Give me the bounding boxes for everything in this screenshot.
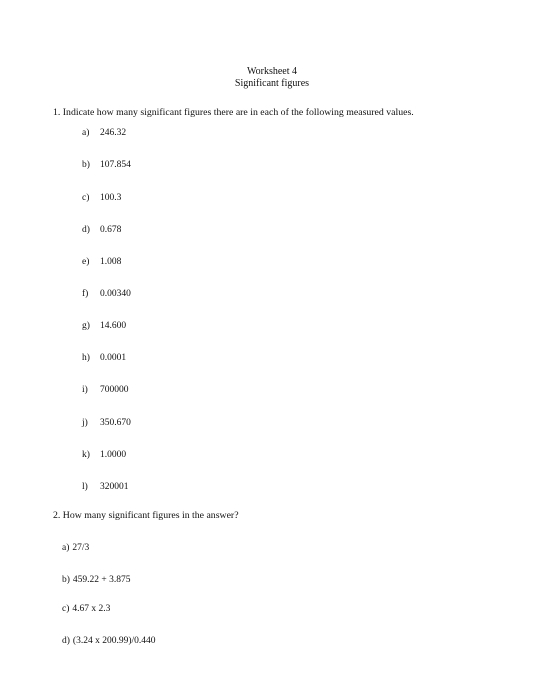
list-item xyxy=(82,385,129,395)
item-label: b) xyxy=(62,575,70,585)
question-2-text: 2. How many significant figures in the answer? xyxy=(53,510,239,521)
item-label: a) xyxy=(62,543,70,553)
list-item xyxy=(62,636,156,646)
item-value: (3.24 x 200.99)/0.440 xyxy=(72,636,156,646)
list-item xyxy=(62,543,89,553)
item-label: b) xyxy=(82,160,90,170)
item-value: 0.678 xyxy=(100,225,122,235)
item-label: h) xyxy=(82,353,90,363)
worksheet-subtitle: Significant figures xyxy=(234,78,310,89)
item-value: 100.3 xyxy=(100,193,122,203)
item-label: d) xyxy=(82,225,90,235)
item-value: 1.0000 xyxy=(100,450,127,460)
item-label: l) xyxy=(82,482,88,492)
list-item xyxy=(62,604,110,614)
item-label: d) xyxy=(62,636,70,646)
item-value: 246.32 xyxy=(100,128,127,138)
list-item xyxy=(82,418,131,428)
list-item xyxy=(82,289,131,299)
list-item xyxy=(82,321,126,331)
item-value: 320001 xyxy=(100,482,129,492)
item-value: 0.00340 xyxy=(100,289,131,299)
item-label: g) xyxy=(82,321,90,331)
list-item xyxy=(82,353,126,363)
list-item xyxy=(82,193,121,203)
item-value: 1.008 xyxy=(100,257,122,267)
list-item xyxy=(82,450,126,460)
item-label: c) xyxy=(62,604,70,614)
worksheet-title: Worksheet 4 xyxy=(246,66,297,77)
item-label: a) xyxy=(82,128,90,138)
list-item xyxy=(82,160,131,170)
item-label: k) xyxy=(82,450,90,460)
item-value: 4.67 x 2.3 xyxy=(72,604,111,614)
item-label: j) xyxy=(82,418,88,428)
list-item xyxy=(82,225,121,235)
item-value: 700000 xyxy=(100,385,129,395)
item-label: i) xyxy=(82,385,88,395)
list-item xyxy=(82,128,126,138)
item-value: 14.600 xyxy=(100,321,127,331)
item-label: e) xyxy=(82,257,90,267)
item-value: 459.22 + 3.875 xyxy=(72,575,131,585)
item-label: f) xyxy=(82,289,89,299)
item-value: 107.854 xyxy=(100,160,131,170)
question-1-text: 1. Indicate how many significant figures there are in each of the following measured values. xyxy=(53,107,414,118)
item-value: 350.670 xyxy=(100,418,131,428)
item-label: c) xyxy=(82,193,90,203)
item-value: 27/3 xyxy=(72,543,90,553)
list-item xyxy=(82,257,121,267)
item-value: 0.0001 xyxy=(100,353,127,363)
list-item xyxy=(82,482,129,492)
list-item xyxy=(62,575,131,585)
